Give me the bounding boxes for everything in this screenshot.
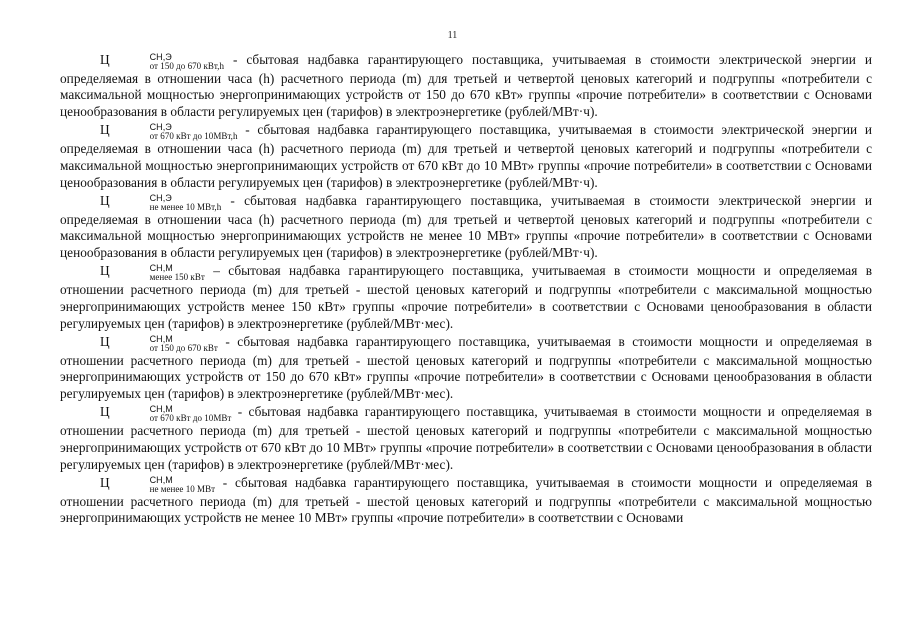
symbol-superscript: СН,Э [149, 122, 172, 133]
definition-text: - сбытовая надбавка гарантирующего поставщика, учитываемая в стоимости электрической энергии и определяемая в отношении часа (h) расчетного периода (m) для третьей и четвертой ценовых категорий и подгруппы «потребители с максимальной мощностью энергопринимающих устройств от 670 кВт до 10 МВт» группы «прочие потребители» в соответствии с Основами ценообразования в области регулируемых цен (тарифов) в электроэнергетике (рублей/МВт·ч). [60, 122, 872, 190]
tariff-symbol: Ц СН,М не менее 10 МВт [100, 474, 216, 494]
definition-text: - сбытовая надбавка гарантирующего поставщика, учитываемая в стоимости мощности и определяемая в отношении расчетного периода (m) для третьей - шестой ценовых категорий и подгруппы «потребители с максимальной мощностью энергопринимающих устройств от 150 до 670 кВт» группы «прочие потребители» в соответствии с Основами ценообразования в области регулируемых цен (тарифов) в электроэнергетике (рублей/МВт·мес). [60, 333, 872, 402]
symbol-superscript: СН,Э [149, 192, 172, 203]
page-number: 11 [447, 30, 458, 41]
symbol-subscript: от 150 до 670 кВт [149, 342, 218, 353]
definition-entry-capacity-10plus [60, 475, 872, 527]
definition-entry-energy-150-670 [60, 52, 872, 121]
tariff-symbol: Ц СН,Э от 670 кВт до 10МВт,h [100, 122, 238, 142]
definition-text: – сбытовая надбавка гарантирующего поставщика, учитываемая в стоимости мощности и определяемая в отношении расчетного периода (m) для третьей - шестой ценовых категорий и подгруппы «потребители с максимальной мощностью энергопринимающих устройств менее 150 кВт» группы «прочие потребители» в соответствии с Основами ценообразования в области регулируемых цен (тарифов) в электроэнергетике (рублей/МВт·мес). [60, 263, 873, 331]
tariff-symbol: Ц СН,Э от 150 до 670 кВт,h [100, 51, 224, 71]
definition-entry-capacity-670-10 [60, 404, 872, 473]
definition-text: - сбытовая надбавка гарантирующего поставщика, учитываемая в стоимости электрической энергии и определяемая в отношении часа (h) расчетного периода (m) для третьей и четвертой ценовых категорий и подгруппы «потребители с максимальной мощностью энергопринимающих устройств от 150 до 670 кВт» группы «прочие потребители» в соответствии с Основами ценообразования в области регулируемых цен (тарифов) в электроэнергетике (рублей/МВт·ч). [60, 52, 872, 120]
symbol-superscript: СН,М [149, 333, 173, 344]
tariff-symbol: Ц СН,М менее 150 кВт [100, 263, 205, 283]
tariff-symbol: Ц СН,Э не менее 10 МВт,h [100, 192, 222, 212]
symbol-superscript: СН,М [149, 404, 173, 415]
tariff-symbol: Ц СН,М от 150 до 670 кВт [100, 333, 218, 353]
symbol-superscript: СН,М [149, 263, 173, 274]
definition-entry-capacity-under-150 [60, 263, 872, 332]
definition-entry-capacity-150-670 [60, 334, 872, 403]
symbol-subscript: от 670 кВт до 10МВт,h [149, 131, 238, 142]
tariff-symbol: Ц СН,М от 670 кВт до 10МВт [100, 404, 232, 424]
symbol-subscript: от 150 до 670 кВт,h [149, 61, 224, 71]
symbol-superscript: СН,Э [149, 51, 172, 62]
definition-text: - сбытовая надбавка гарантирующего поставщика, учитываемая в стоимости мощности и определяемая в отношении расчетного периода (m) для третьей - шестой ценовых категорий и подгруппы «потребители с максимальной мощностью энергопринимающих устройств не менее 10 МВт» группы «прочие потребители» в соответствии с Основами [60, 474, 872, 526]
document-body [60, 52, 872, 529]
symbol-subscript: не менее 10 МВт,h [149, 201, 222, 212]
definition-text: - сбытовая надбавка гарантирующего поставщика, учитываемая в стоимости электрической энергии и определяемая в отношении часа (h) расчетного периода (m) для третьей и четвертой ценовых категорий и подгруппы «потребители с максимальной мощностью энергопринимающих устройств не менее 10 МВт» группы «прочие потребители» в соответствии с Основами ценообразования в области регулируемых цен (тарифов) в электроэнергетике (рублей/МВт·ч). [60, 192, 872, 261]
symbol-subscript: не менее 10 МВт [149, 483, 216, 494]
definition-entry-energy-10plus [60, 193, 872, 262]
symbol-subscript: от 670 кВт до 10МВт [149, 413, 232, 424]
definition-text: - сбытовая надбавка гарантирующего поставщика, учитываемая в стоимости мощности и определяемая в отношении расчетного периода (m) для третьей - шестой ценовых категорий и подгруппы «потребители с максимальной мощностью энергопринимающих устройств от 670 кВт до 10 МВт» группы «прочие потребители» в соответствии с Основами ценообразования в области регулируемых цен (тарифов) в электроэнергетике (рублей/МВт·мес). [60, 404, 872, 472]
definition-entry-energy-670-10 [60, 122, 872, 191]
symbol-subscript: менее 150 кВт [149, 272, 205, 283]
symbol-superscript: СН,М [149, 474, 173, 485]
